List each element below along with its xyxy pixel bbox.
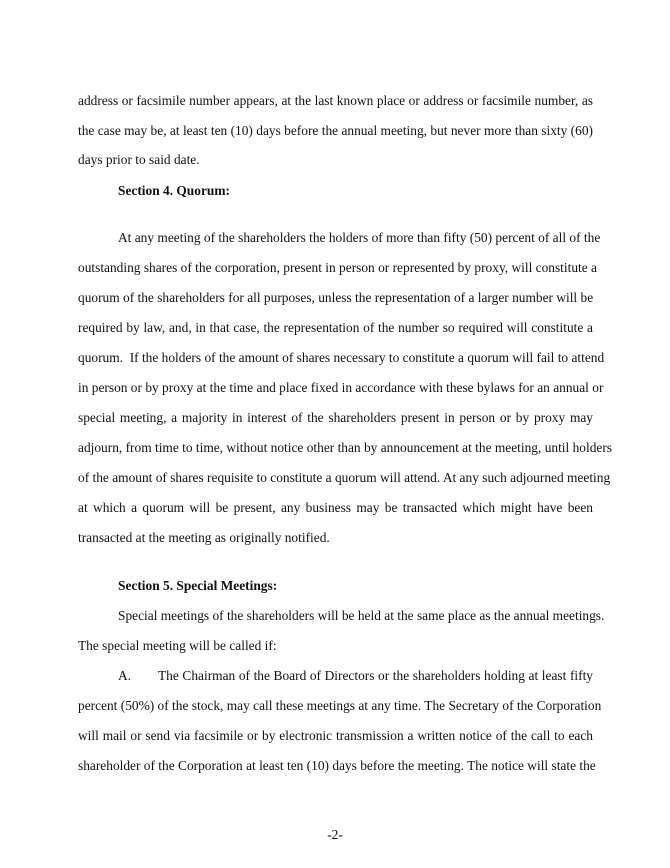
paragraph-line: The special meeting will be called if: bbox=[78, 638, 277, 653]
paragraph-line: the case may be, at least ten (10) days before the annual meeting, but never more than sixty (60) bbox=[78, 123, 593, 138]
paragraph-line: in person or by proxy at the time and place fixed in accordance with these bylaws for an annual or bbox=[78, 380, 604, 395]
section-5-heading: Section 5. Special Meetings: bbox=[118, 578, 278, 593]
list-marker: A. bbox=[118, 668, 132, 683]
paragraph-line: Special meetings of the shareholders will be held at the same place as the annual meetings. bbox=[118, 608, 605, 623]
paragraph-line: required by law, and, in that case, the representation of the number so required will constitute a bbox=[78, 320, 593, 335]
paragraph-line: percent (50%) of the stock, may call these meetings at any time. The Secretary of the Corporation bbox=[78, 698, 602, 713]
page-number: -2- bbox=[327, 827, 343, 842]
paragraph-line: of the amount of shares requisite to constitute a quorum will attend. At any such adjourned meeting bbox=[78, 470, 611, 485]
paragraph-line: days prior to said date. bbox=[78, 152, 200, 167]
paragraph-line: adjourn, from time to time, without notice other than by announcement at the meeting, until holders bbox=[78, 440, 613, 455]
paragraph-line: outstanding shares of the corporation, present in person or represented by proxy, will constitute a bbox=[78, 260, 597, 275]
paragraph-line: address or facsimile number appears, at the last known place or address or facsimile number, as bbox=[78, 93, 593, 108]
paragraph-line: At any meeting of the shareholders the holders of more than fifty (50) percent of all of the bbox=[118, 230, 601, 245]
paragraph-line: transacted at the meeting as originally notified. bbox=[78, 530, 330, 545]
paragraph-line: special meeting, a majority in interest of the shareholders present in person or by proxy may bbox=[78, 410, 593, 425]
paragraph-line: shareholder of the Corporation at least ten (10) days before the meeting. The notice will state the bbox=[78, 758, 596, 773]
paragraph-line: quorum of the shareholders for all purposes, unless the representation of a larger number will be bbox=[78, 290, 594, 305]
paragraph-line: at which a quorum will be present, any business may be transacted which might have been bbox=[78, 500, 593, 515]
section-4-heading: Section 4. Quorum: bbox=[118, 183, 230, 198]
list-item-a-first-line bbox=[118, 666, 593, 686]
paragraph-text: The Chairman of the Board of Directors or the shareholders holding at least fifty bbox=[158, 668, 593, 683]
paragraph-line: will mail or send via facsimile or by electronic transmission a written notice of the call to each bbox=[78, 728, 593, 743]
paragraph-line: quorum. If the holders of the amount of shares necessary to constitute a quorum will fail to attend bbox=[78, 350, 605, 365]
